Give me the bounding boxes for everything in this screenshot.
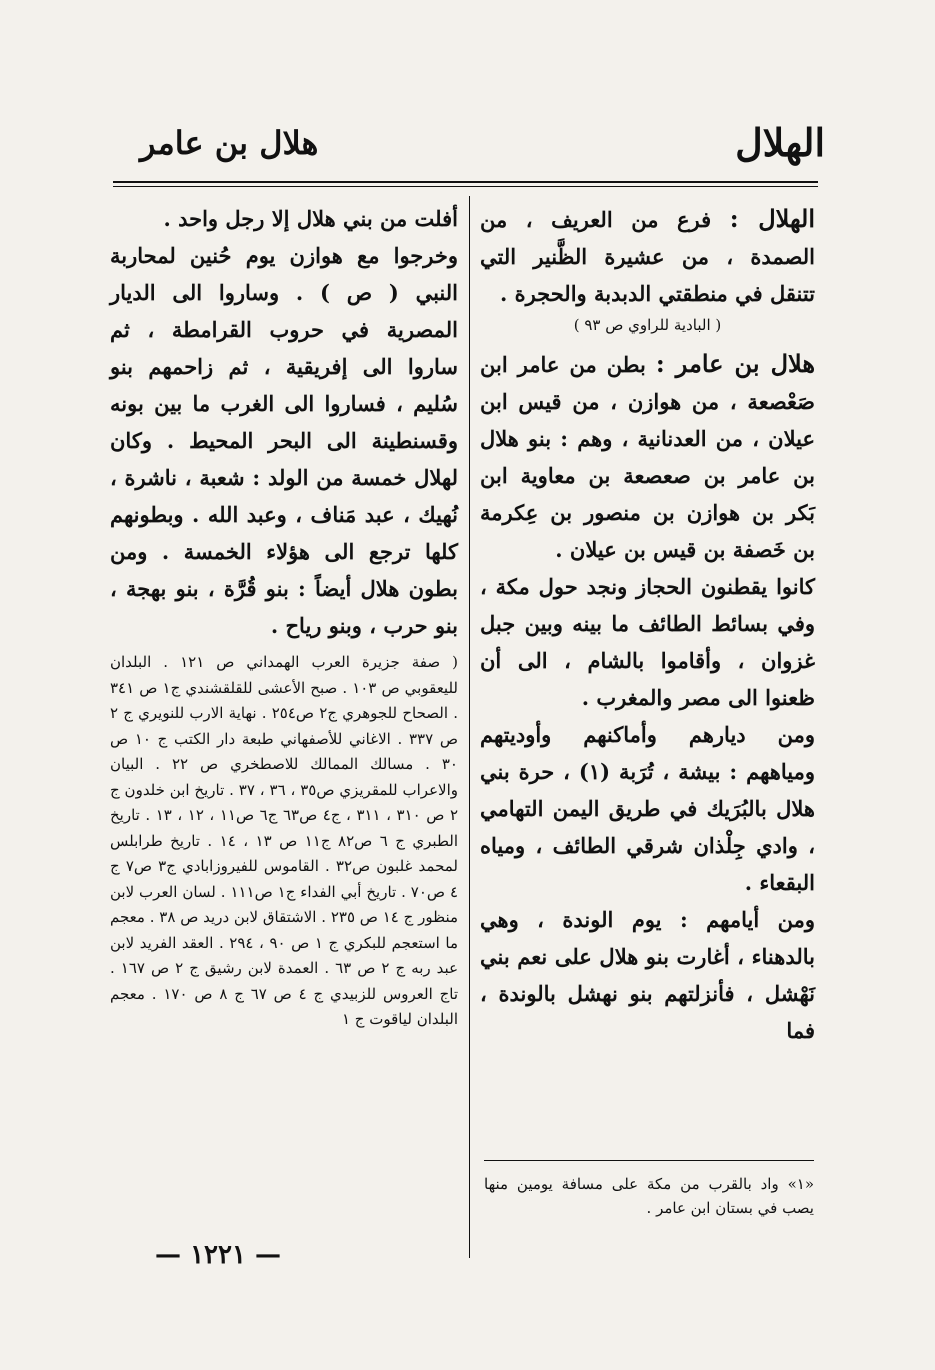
running-head-left: هلال بن عامر (140, 124, 319, 162)
entry-term: الهلال : (729, 204, 815, 233)
paragraph-continuation: أفلت من بني هلال إلا رجل واحد . (163, 206, 458, 231)
entry-term: هلال بن عامر : (655, 349, 815, 378)
header-rule-thin (113, 186, 818, 187)
entry-hilal-bin-amir (480, 345, 815, 568)
footnote-rule (484, 1160, 814, 1161)
paragraph-places: ومن ديارهم وأماكنهم وأوديتهم ومياههم : بيشة ، تُرَبة (١) ، حرة بني هلال بالبُرَيك في طريق اليمن التهامي ، وادي جِلْذان شرقي الطائف ، ومياه البقعاء . (480, 722, 816, 895)
references-list: ( صفة جزيرة العرب الهمداني ص ١٢١ . البلدان لليعقوبي ص ١٠٣ . صبح الأعشى للقلقشندي ج١ ص ٣٤١ . الصحاح للجوهري ج٢ ص٢٥٤ . نهاية الارب للنويري ج ٢ ص ٣٣٧ . الاغاني للأصفهاني طبعة دار الكتب ج ١٠ ص ٣٠ . مسالك الممالك للاصطخري ص ٢٢ . البيان والاعراب للمقريزي ص٣٥ ، ٣٦ ، ٣٧ . تاريخ ابن خلدون ج ٢ ص ٣١٠ ، ٣١١ ، ج٤ ص٦٣ ج٦ ص١١ ، ١٢ ، ١٣ . تاريخ الطبري ج ٦ ص٨٢ ج١١ ص ١٣ ، ١٤ . تاريخ طرابلس لمحمد غلبون ص٣٢ . القاموس للفيروزابادي ج٣ ص٧ ج ٤ ص٧٠ . تاريخ أبي الفداء ج١ ص١١١ . لسان العرب لابن منظور ج ١٤ ص ٢٣٥ . الاشتقاق لابن دريد ص ٣٨ . معجم ما استعجم للبكري ج ١ ص ٩٠ ، ٢٩٤ . العقد الفريد لابن عبد ربه ج ٢ ص ٦٣ . العمدة لابن رشيق ج ٢ ص ١٦٧ . تاج العروس للزبيدي ج ٤ ص ٦٧ ج ٨ ص ١٧٠ . معجم البلدان لياقوت ج ١ (110, 653, 459, 1028)
column-divider (469, 196, 470, 1258)
entry-text: بطن من عامر ابن صَعْصعة ، من هوازن ، من قيس ابن عيلان ، من العدنانية ، وهم : بنو هلال بن عامر بن صعصعة بن معاوية ابن بَكر بن هوازن بن منصور بن عِكرمة بن خَصفة بن قيس بن عيلان . (480, 352, 815, 562)
running-head-right: الهلال (735, 120, 825, 165)
paragraph-regions: كانوا يقطنون الحجاز ونجد حول مكة ، وفي بسائط الطائف ما بينه وبين جبل غزوان ، وأقاموا بالشام ، الى أن ظعنوا الى مصر والمغرب . (480, 574, 815, 710)
entry-hilal (480, 200, 815, 312)
footnote: «١» واد بالقرب من مكة على مسافة يومين منها يصب في بستان ابن عامر . (484, 1175, 814, 1217)
header-rule-thick (113, 181, 818, 183)
paragraph-battles: ومن أيامهم : يوم الوندة ، وهي بالدهناء ، أغارت بنو هلال على نعم بني نَهْشل ، فأنزلتهم بنو نهشل بالوندة ، فما (480, 907, 815, 1043)
right-column (480, 200, 815, 1049)
paragraph-history: وخرجوا مع هوازن يوم حُنين لمحاربة النبي ( ص ) . وساروا الى الديار المصرية في حروب القرامطة ، ثم ساروا الى إفريقية ، ثم زاحمهم بنو سُليم ، فساروا الى الغرب ما بين بونه وقسنطينة الى البحر المحيط . وكان لهلال خمسة من الولد : شعبة ، ناشرة ، نُهيك ، عبد مَناف ، وعبد الله . وبطونهم كلها ترجع الى هؤلاء الخمسة . ومن بطون هلال أيضاً : بنو قُرَّة ، بنو بهجة ، بنو حرب ، وبنو رياح . (110, 243, 458, 638)
page-number: — ١٢٢١ — (155, 1240, 281, 1270)
page-header (110, 120, 825, 180)
entry-text: فرع من العريف ، من الصمدة ، من عشيرة الظَّنير التي تتنقل في منطقتي الدبدبة والحجرة . (480, 207, 815, 306)
entry-source: ( البادية للراوي ص ٩٣ ) (573, 316, 722, 334)
left-column (110, 200, 458, 1033)
